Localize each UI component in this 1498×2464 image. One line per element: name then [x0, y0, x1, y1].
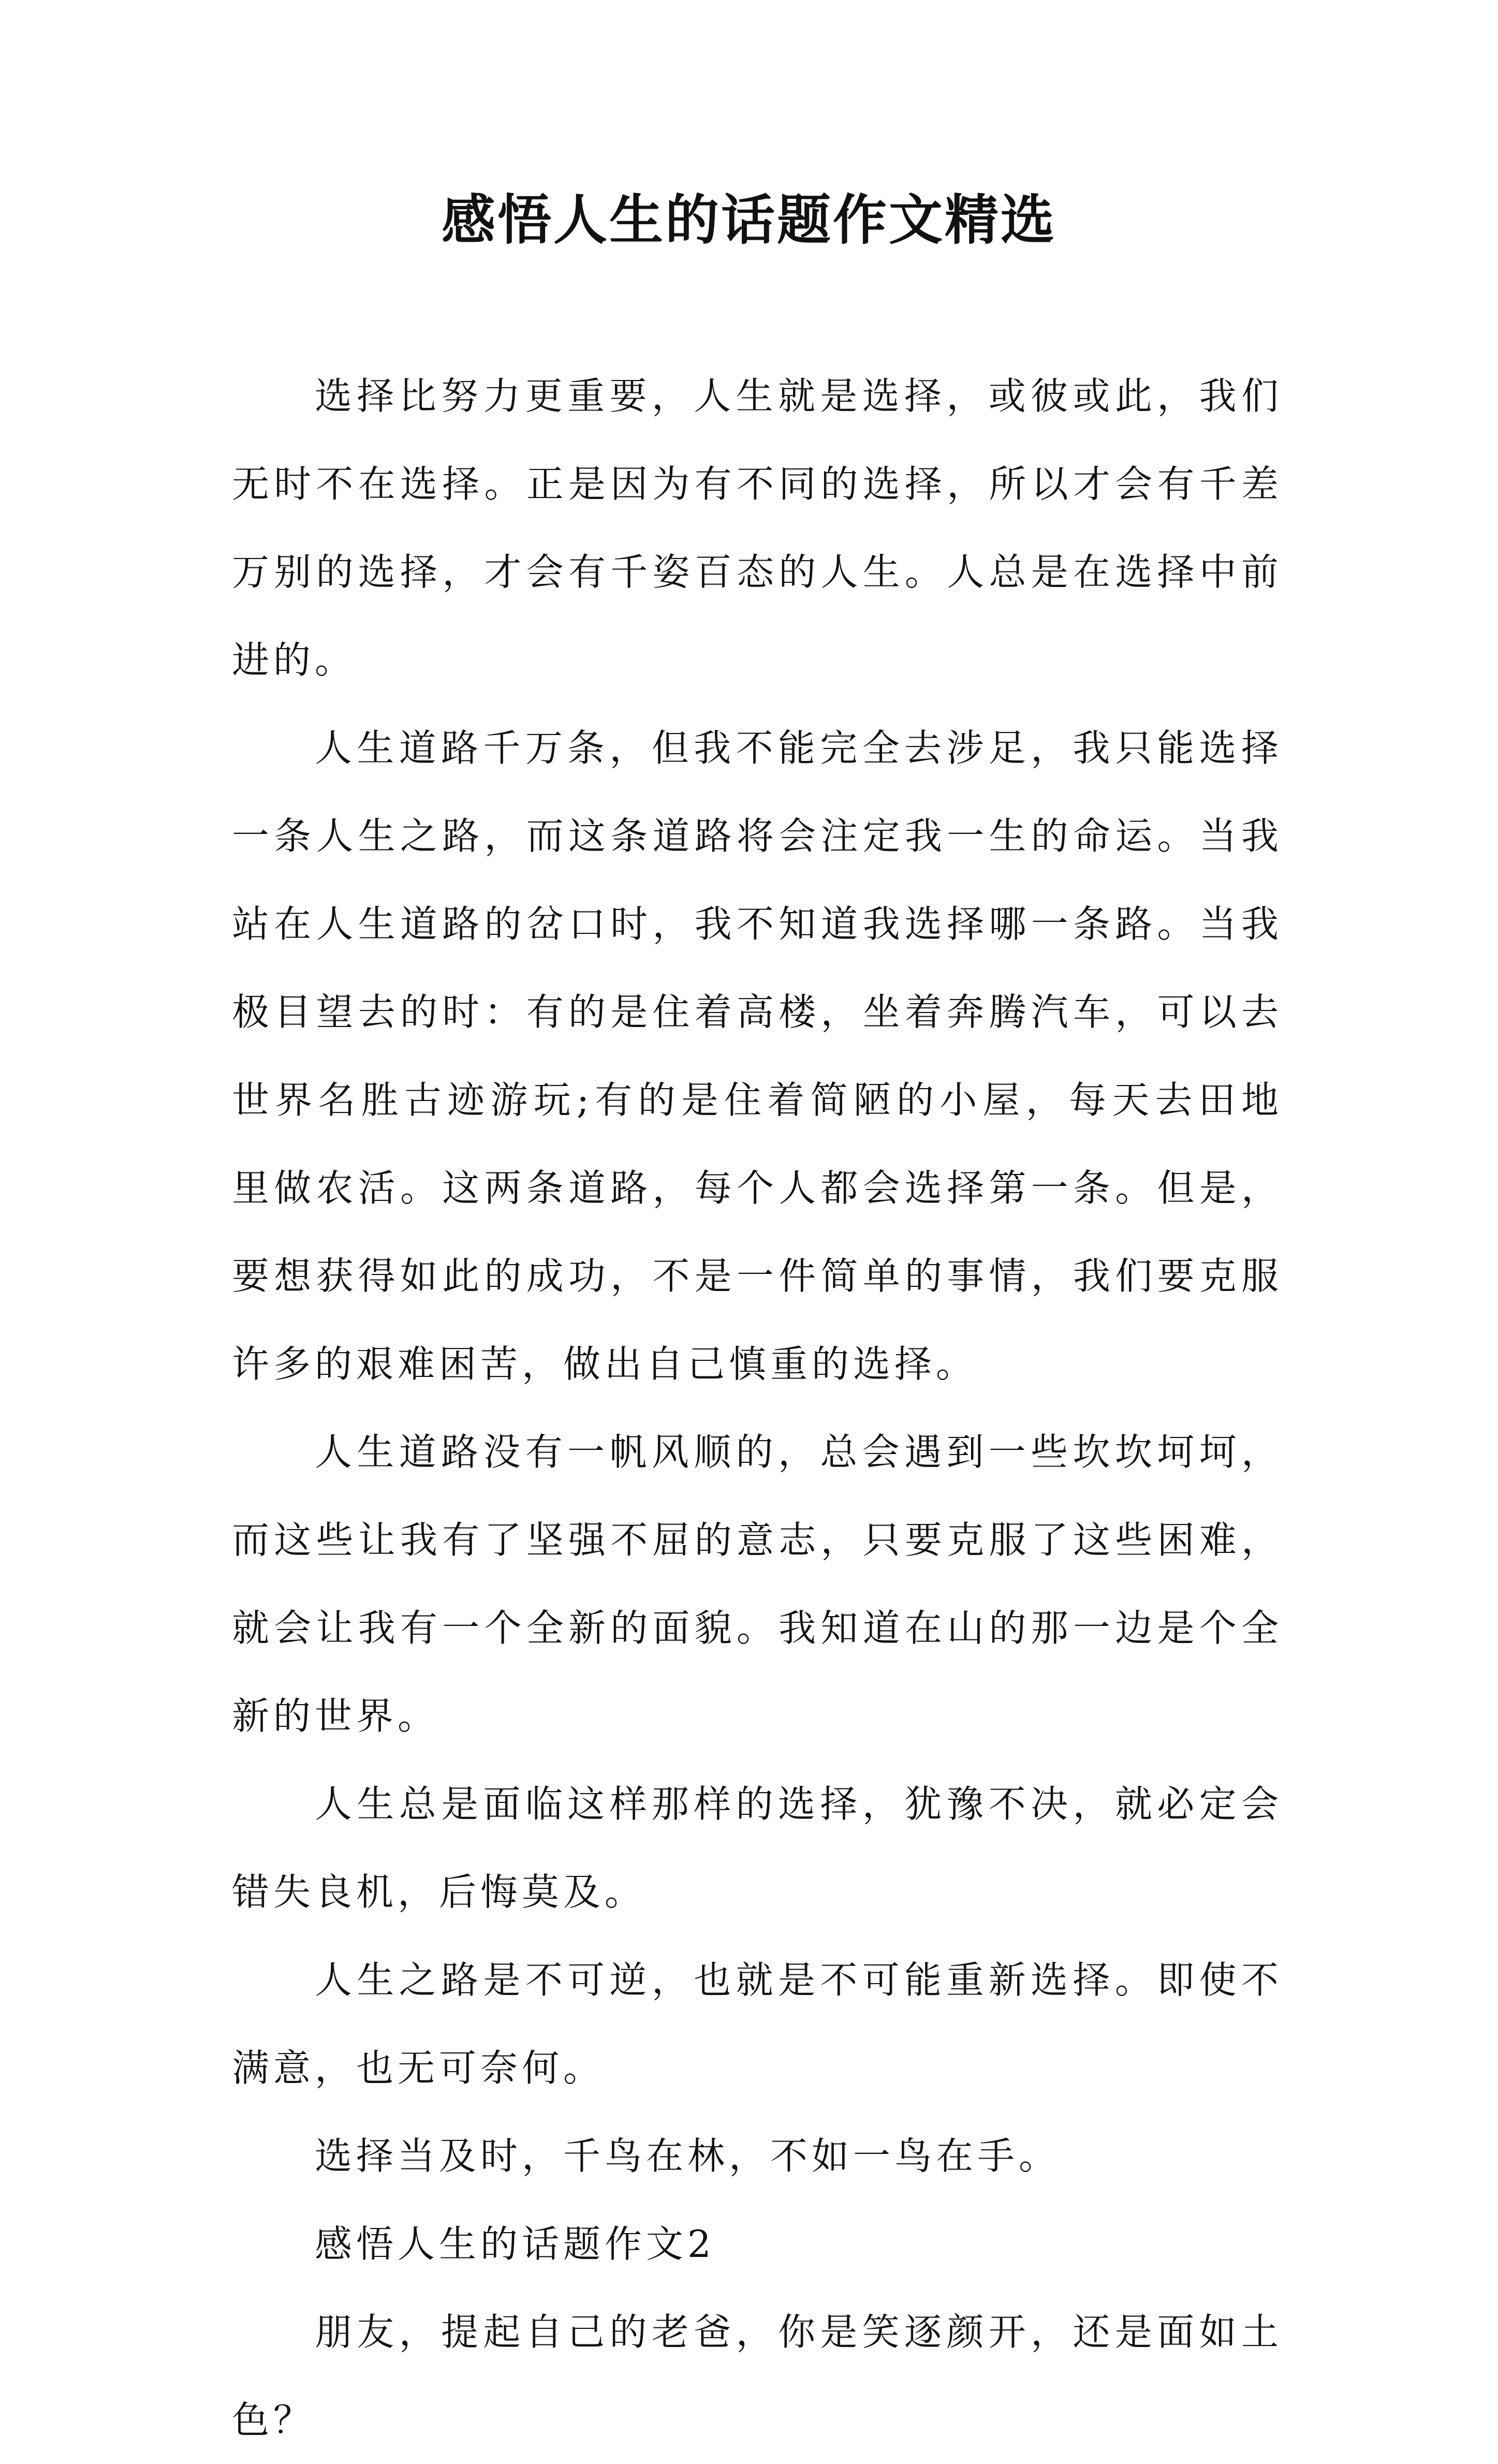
document-body [232, 352, 1283, 2464]
paragraph: 人生总是面临这样那样的选择，犹豫不决，就必定会错失良机，后悔莫及。 [232, 1782, 1283, 1914]
paragraph: 人生之路是不可逆，也就是不可能重新选择。即使不满意，也无可奈何。 [232, 1958, 1283, 2090]
paragraph: 人生道路千万条，但我不能完全去涉足，我只能选择一条人生之路，而这条道路将会注定我一生的命运。当我站在人生道路的岔口时，我不知道我选择哪一条路。当我极目望去的时：有的是住着高楼，坐着奔腾汽车，可以去世界名胜古迹游玩;有的是住着简陋的小屋，每天去田地里做农活。这两条道路，每个人都会选择第一条。但是，要想获得如此的成功，不是一件简单的事情，我们要克服许多的艰难困苦，做出自己慎重的选择。 [232, 726, 1283, 1386]
paragraph: 人生道路没有一帆风顺的，总会遇到一些坎坎坷坷，而这些让我有了坚强不屈的意志，只要克服了这些困难，就会让我有一个全新的面貌。我知道在山的那一边是个全新的世界。 [232, 1430, 1283, 1738]
section-heading: 感悟人生的话题作文2 [315, 2222, 715, 2266]
paragraph: 朋友，提起自己的老爸，你是笑逐颜开，还是面如土色？ [232, 2310, 1283, 2442]
document-title: 感悟人生的话题作文精选 [441, 188, 1056, 252]
paragraph: 选择比努力更重要，人生就是选择，或彼或此，我们无时不在选择。正是因为有不同的选择，所以才会有千差万别的选择，才会有千姿百态的人生。人总是在选择中前进的。 [232, 374, 1283, 682]
paragraph: 选择当及时，千鸟在林，不如一鸟在手。 [315, 2134, 1061, 2178]
